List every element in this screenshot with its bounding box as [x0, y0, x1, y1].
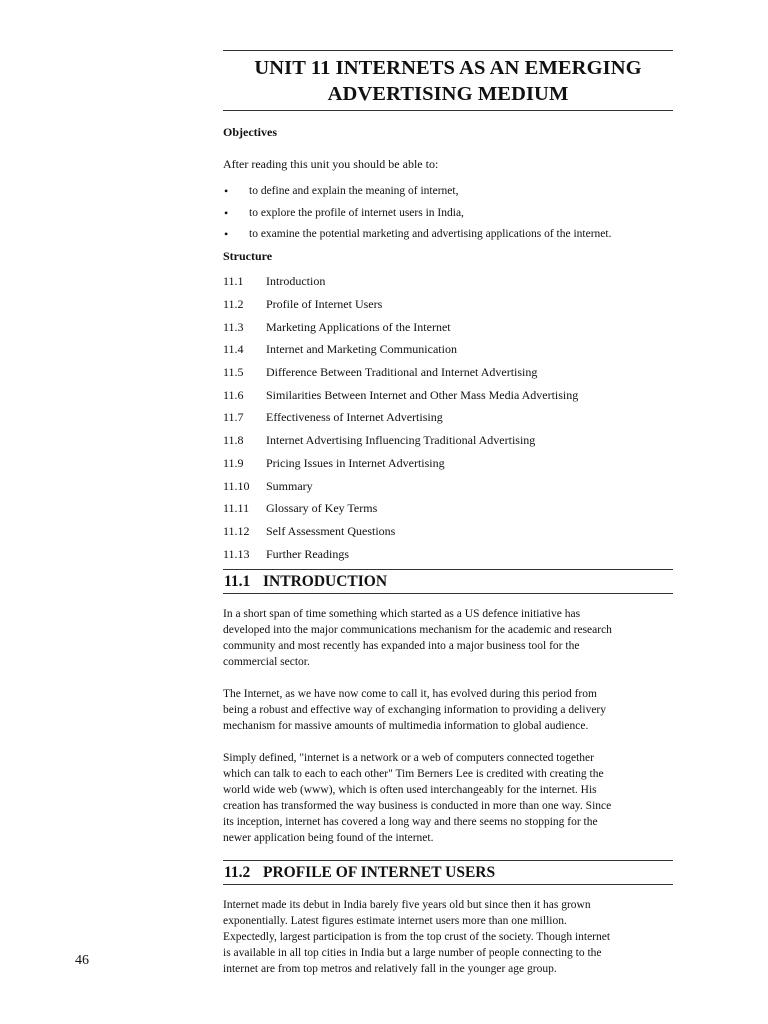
objective-item: • to examine the potential marketing and advertising applications of the internet.	[223, 224, 673, 246]
paragraph-line: Internet made its debut in India barely five years old but since then it has grown	[223, 899, 591, 912]
structure-list	[223, 271, 578, 566]
structure-item-number: 11.1	[223, 274, 244, 289]
structure-item	[223, 271, 578, 294]
structure-item	[223, 361, 578, 384]
objective-item: • to define and explain the meaning of internet,	[223, 181, 673, 203]
structure-item	[223, 293, 578, 316]
structure-item-number: 11.10	[223, 478, 250, 493]
structure-item-title: Further Readings	[266, 546, 349, 561]
paragraph-line: internet are from top metros and relatively fall in the younger age group.	[223, 963, 557, 976]
paragraph-line: being a robust and effective way of exchanging information to providing a delivery	[223, 704, 607, 717]
structure-item-title: Pricing Issues in Internet Advertising	[266, 455, 445, 470]
paragraph	[223, 897, 673, 977]
structure-item-number: 11.7	[223, 410, 244, 425]
paragraph-line: The Internet, as we have now come to call it, has evolved during this period from	[223, 688, 597, 701]
structure-item	[223, 407, 578, 430]
structure-item-title: Self Assessment Questions	[266, 523, 396, 538]
paragraph	[223, 606, 673, 670]
structure-item-number: 11.3	[223, 319, 244, 334]
paragraph-line: creation has transformed the way business is conducted in more than one way. Since	[223, 800, 612, 813]
structure-item	[223, 384, 578, 407]
paragraph-line: newer application being found of the internet.	[223, 832, 434, 845]
title-bottom-rule	[223, 110, 673, 111]
structure-item	[223, 339, 578, 362]
page-content	[223, 50, 673, 977]
unit-title-line-2: ADVERTISING MEDIUM	[327, 83, 569, 105]
structure-item-title: Marketing Applications of the Internet	[266, 319, 451, 334]
structure-item-title: Effectiveness of Internet Advertising	[266, 410, 443, 425]
section-number: 11.1	[224, 573, 251, 591]
paragraph	[223, 686, 673, 734]
structure-item-title: Profile of Internet Users	[266, 297, 383, 312]
structure-item-number: 11.5	[223, 365, 244, 380]
paragraph-line: Expectedly, largest participation is from the top crust of the society. Though internet	[223, 931, 611, 944]
section-number: 11.2	[224, 864, 251, 882]
section-title: PROFILE OF INTERNET USERS	[263, 864, 496, 882]
structure-heading: Structure	[223, 248, 273, 263]
structure-item-title: Summary	[266, 478, 313, 493]
page-number: 46	[75, 953, 89, 968]
paragraph-line: world wide web (www), which is often used interchangeably for the internet. His	[223, 784, 597, 797]
structure-item-number: 11.13	[223, 546, 250, 561]
structure-item	[223, 520, 578, 543]
paragraph-line: is available in all top cities in India but a large number of people connecting to the	[223, 947, 602, 960]
structure-item	[223, 429, 578, 452]
section-heading-introduction	[223, 569, 673, 594]
structure-item-title: Glossary of Key Terms	[266, 501, 378, 516]
structure-item-number: 11.4	[223, 342, 244, 357]
structure-item-title: Similarities Between Internet and Other Mass Media Advertising	[266, 387, 579, 402]
structure-item-number: 11.6	[223, 387, 244, 402]
structure-item	[223, 475, 578, 498]
structure-item-title: Difference Between Traditional and Internet Advertising	[266, 365, 538, 380]
structure-item-number: 11.11	[223, 501, 250, 516]
structure-item-number: 11.2	[223, 297, 244, 312]
structure-item	[223, 543, 578, 566]
paragraph-line: community and most recently has expanded into a major business tool for the	[223, 640, 580, 653]
structure-item-title: Introduction	[266, 274, 326, 289]
paragraph-line: which can talk to each to each other" Tim Berners Lee is credited with creating the	[223, 768, 604, 781]
structure-item	[223, 316, 578, 339]
paragraph-line: mechanism for massive amounts of multimedia information to global audience.	[223, 720, 589, 733]
objectives-heading: Objectives	[223, 125, 277, 139]
paragraph-line: developed into the major communications mechanism for the academic and research	[223, 624, 612, 637]
structure-item	[223, 497, 578, 520]
paragraph-line: exponentially. Latest figures estimate internet users more than one million.	[223, 915, 567, 928]
objectives-list	[223, 181, 673, 246]
unit-title-line-1: UNIT 11 INTERNETS AS AN EMERGING	[254, 57, 642, 79]
paragraph	[223, 750, 673, 846]
paragraph-line: its inception, internet has covered a long way and there seems no stopping for the	[223, 816, 598, 829]
section-body-profile	[223, 897, 673, 977]
section-heading-profile	[223, 860, 673, 885]
objectives-intro: After reading this unit you should be able to:	[223, 157, 439, 171]
unit-title	[223, 51, 673, 110]
structure-item-number: 11.9	[223, 455, 244, 470]
structure-item-title: Internet Advertising Influencing Traditional Advertising	[266, 433, 536, 448]
structure-item-title: Internet and Marketing Communication	[266, 342, 457, 357]
section-body-introduction	[223, 606, 673, 846]
paragraph-line: commercial sector.	[223, 656, 310, 669]
section-title: INTRODUCTION	[263, 573, 388, 591]
paragraph-line: In a short span of time something which started as a US defence initiative has	[223, 608, 581, 621]
structure-item-number: 11.8	[223, 433, 244, 448]
structure-item-number: 11.12	[223, 523, 250, 538]
structure-item	[223, 452, 578, 475]
paragraph-line: Simply defined, "internet is a network or a web of computers connected together	[223, 752, 594, 765]
objective-item: • to explore the profile of internet users in India,	[223, 203, 673, 225]
